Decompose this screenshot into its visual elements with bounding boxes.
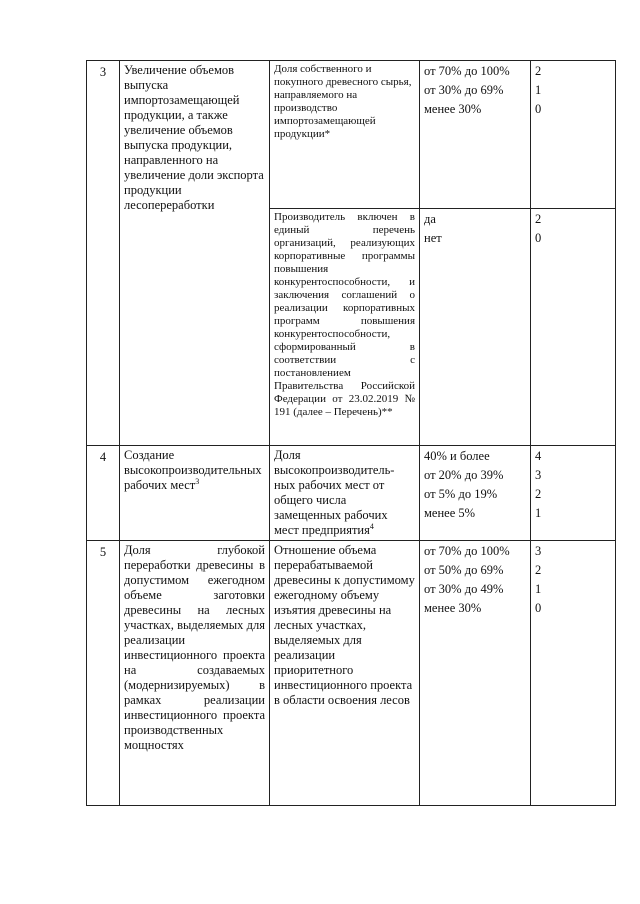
values-cell xyxy=(420,541,531,806)
row-number: 3 xyxy=(87,61,120,446)
points-item: 0 xyxy=(535,601,542,615)
criterion-cell xyxy=(120,446,270,541)
points-item: 2 xyxy=(535,64,542,78)
value-item: менее 5% xyxy=(424,506,476,520)
table-row xyxy=(87,541,616,806)
indicator-cell xyxy=(270,446,420,541)
value-item: менее 30% xyxy=(424,102,482,116)
value-item: от 30% до 69% xyxy=(424,83,504,97)
values-cell xyxy=(420,61,531,209)
points-item: 1 xyxy=(535,506,542,520)
points-item: 2 xyxy=(535,211,542,226)
value-item: от 70% до 100% xyxy=(424,544,510,558)
points-item: 3 xyxy=(535,544,542,558)
points-item: 0 xyxy=(535,102,542,116)
value-item: менее 30% xyxy=(424,601,482,615)
indicator-cell: Отношение объема перерабатываемой древесины к допустимому ежегодному объему изъятия древесины на лесных участках, выделяемых для реализации приоритетного инвестиционного проекта в области освоения лесов xyxy=(270,541,420,806)
criterion-cell: Доля глубокой переработки древесины в допустимом ежегодном объеме заготовки древесины на лесных участках, выделяемых для реализации инвестиционного проекта на создаваемых (модернизируемых) в рамках реализации инвестиционного проекта производственных мощностях xyxy=(120,541,270,806)
points-item: 0 xyxy=(535,230,542,245)
value-item: 40% и более xyxy=(424,449,490,463)
table-row xyxy=(87,61,616,209)
points-cell xyxy=(531,61,616,209)
row-number: 4 xyxy=(87,446,120,541)
values-cell xyxy=(420,446,531,541)
points-cell xyxy=(531,208,616,445)
points-item: 2 xyxy=(535,487,542,501)
criteria-table xyxy=(86,60,616,806)
points-item: 3 xyxy=(535,468,542,482)
values-cell xyxy=(420,208,531,445)
value-item: да xyxy=(424,211,436,226)
points-item: 4 xyxy=(535,449,542,463)
value-item: от 70% до 100% xyxy=(424,64,510,78)
indicator-cell: Доля собственного и покупного древесного сырья, направляемого на производство импортозамещающей продукции* xyxy=(270,61,420,209)
value-item: от 50% до 69% xyxy=(424,563,504,577)
value-item: нет xyxy=(424,230,442,245)
points-item: 1 xyxy=(535,582,542,596)
criterion-cell: Увеличение объемов выпуска импортозамещающей продукции, а также увеличение объемов выпуска продукции, направленного на увеличение доли экспорта продукции лесопереработки xyxy=(120,61,270,446)
value-item: от 5% до 19% xyxy=(424,487,498,501)
footnote-mark: 4 xyxy=(369,521,374,531)
criterion-text: Создание высокопроизводительных рабочих мест xyxy=(124,448,262,492)
indicator-text: Доля высокопроизводитель-ных рабочих мест от общего числа замещенных рабочих мест предприятия xyxy=(274,448,395,537)
points-cell xyxy=(531,446,616,541)
table-row xyxy=(87,446,616,541)
points-item: 2 xyxy=(535,563,542,577)
value-item: от 20% до 39% xyxy=(424,468,504,482)
points-item: 1 xyxy=(535,83,542,97)
footnote-mark: 3 xyxy=(195,476,200,486)
indicator-cell: Производитель включен в единый перечень организаций, реализующих корпоративные программы повышения конкурентоспособности, и заключения соглашений о реализации корпоративных программ повышения конкурентоспособности, сформированный в соответствии с постановлением Правительства Российской Федерации от 23.02.2019 № 191 (далее – Перечень)** xyxy=(270,208,420,445)
points-cell xyxy=(531,541,616,806)
value-item: от 30% до 49% xyxy=(424,582,504,596)
row-number: 5 xyxy=(87,541,120,806)
